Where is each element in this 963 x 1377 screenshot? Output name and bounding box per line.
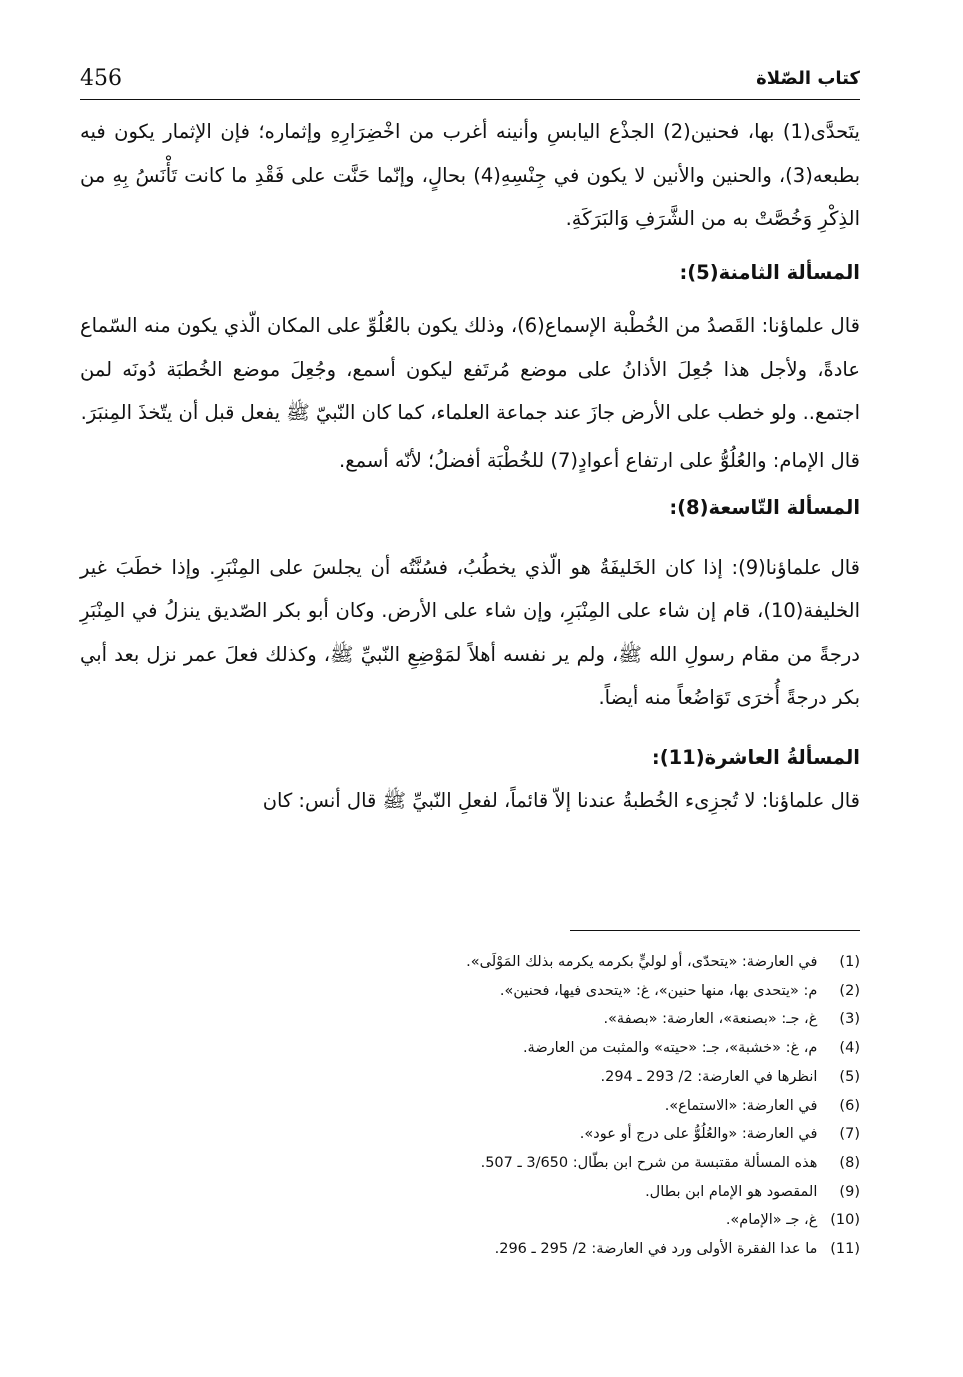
footnote-number: (9) xyxy=(839,1183,860,1200)
footnote-number: (10) xyxy=(830,1212,860,1229)
section-8-paragraph-2: قال الإمام: والعُلُوُّ على ارتفاع أعوادٍ(7) للخُطْبَة أفضلُ؛ لأنّه أسمع. xyxy=(339,448,860,472)
footnote-text: المقصود هو الإمام ابن بطال. xyxy=(645,1183,818,1200)
footnote-text: في العارضة: «الاستماع». xyxy=(664,1097,818,1114)
footnote-number: (6) xyxy=(839,1097,860,1114)
page-header xyxy=(80,64,860,98)
spacer xyxy=(80,530,860,546)
footnotes xyxy=(300,948,860,1264)
main-text xyxy=(80,110,860,823)
spacer xyxy=(80,720,860,736)
footnote xyxy=(300,1120,860,1149)
page-number: 456 xyxy=(80,66,122,91)
footnote xyxy=(300,1034,860,1063)
spacer xyxy=(80,294,860,304)
footnote-number: (3) xyxy=(839,1011,860,1028)
footnote xyxy=(300,1206,860,1235)
section-8-paragraph-1: قال علماؤنا: القَصدُ من الخُطْبة الإسماع(6)، وذلك يكون بالعُلُوِّ على المكان الّذي يكون منه السّماع عادةً، ولأجل هذا جُعِلَ الأذانُ على موضع مُرتَفع ليكون أسمع، وجُعِلَ موضع الخُطبَة دُونَه لمن اجتمع.. ولو خطب على الأرض جازَ عند جماعة العلماء، كما كان النّبيّ ﷺ يفعل قبل أن يتّخذَ المِنبَرَ. xyxy=(80,314,860,424)
section-9-paragraph-1: قال علماؤنا(9): إذا كان الخَليفَةُ هو الّذي يخطُبُ، فسُنَّتُه أن يجلسَ على المِنْبَرِ. وإذا خطَبَ غير الخليفة(10)، قام إن شاء على المِنْبَرِ، وإن شاء على الأرض. وكان أبو بكر الصّديق ينزلُ في المِنْبَرِ درجةً من مقام رسولِ الله ﷺ، ولم ير نفسه أهلاً لمَوْضِعِ النّبيِّ ﷺ، وكذلك فعلَ عمر نزل بعد أبي بكر درجةً أُخرَى تَوَاضُعاً منه أيضاً. xyxy=(80,555,861,709)
footnote xyxy=(300,1092,860,1121)
header-rule xyxy=(80,99,860,100)
intro-paragraph: يتَحدَّى(1) بها، فحنين(2) الجذْع اليابسِ وأنينه أغرب من اخْضِرَارِهِ وإثماره؛ فإن الإثمار يكون فيه بطبعه(3)، والحنين والأنين لا يكون في جِنْسِهِ(4) بحالٍ، وإنّما حَنَّت على فَقْدِ ما كانت تَأْنَسُ بِهِ من الذِكْرِ وَخُصَّتْ به من الشَّرَفِ وَالبَرَكَةِ. xyxy=(80,120,860,230)
running-title: كتاب الصّلاة xyxy=(756,68,860,89)
section-heading-9: المسألة التّاسعة(8): xyxy=(669,496,860,519)
footnote-number: (1) xyxy=(839,954,860,970)
footnote-number: (5) xyxy=(839,1068,860,1085)
footnote-number: (7) xyxy=(839,1126,860,1143)
footnote-text: غ، جـ «الإمام». xyxy=(725,1212,818,1229)
footnote-number: (8) xyxy=(839,1154,860,1171)
footnote-text: ما عدا الفقرة الأولى ورد في العارضة: 2/ 295 ـ 296. xyxy=(494,1241,818,1258)
footnote-text: في العارضة: «يتحدّى، أو لوليٍّ بكرمه يكرمه بذلك المَوْلَى». xyxy=(466,954,818,970)
footnote xyxy=(300,1178,860,1207)
footnote xyxy=(300,948,860,977)
section-10-paragraph-1: قال علماؤنا: لا تُجزِىء الخُطبةُ عندنا إلاّ قائماً، لفعلِ النّبيِّ ﷺ قال أنس: كان xyxy=(262,789,860,812)
footnote-text: غ، جـ: «بصنعة»، العارضة: «بصفة». xyxy=(603,1011,818,1028)
footnote xyxy=(300,977,860,1006)
footnote xyxy=(300,1005,860,1034)
footnote-number: (2) xyxy=(839,982,860,999)
footnote-text: هذه المسألة مقتبسة من شرح ابن بطّال: 3/650 ـ 507. xyxy=(480,1154,818,1171)
footnote-text: م، غ: «خشبة»، جـ: «حيته» والمثبت من العارضة. xyxy=(522,1040,818,1057)
footnote xyxy=(300,1063,860,1092)
footnote-text: في العارضة: «والعُلُوُّ على درج أو عود». xyxy=(579,1126,818,1143)
footnote-number: (4) xyxy=(839,1040,860,1057)
footnote xyxy=(300,1235,860,1264)
section-heading-10: المسألةُ العاشرة(11): xyxy=(651,745,860,769)
section-heading-8: المسألة الثامنة(5): xyxy=(679,260,860,284)
footnote-number: (11) xyxy=(830,1241,860,1258)
footnote-text: انظرها في العارضة: 2/ 293 ـ 294. xyxy=(600,1068,818,1085)
footnote-rule xyxy=(570,930,860,931)
spacer xyxy=(80,241,860,251)
footnote-text: م: «يتحدى بها، منها حنين»، غ: «يتحدى فيها، فحنين». xyxy=(499,982,818,999)
footnote xyxy=(300,1149,860,1178)
